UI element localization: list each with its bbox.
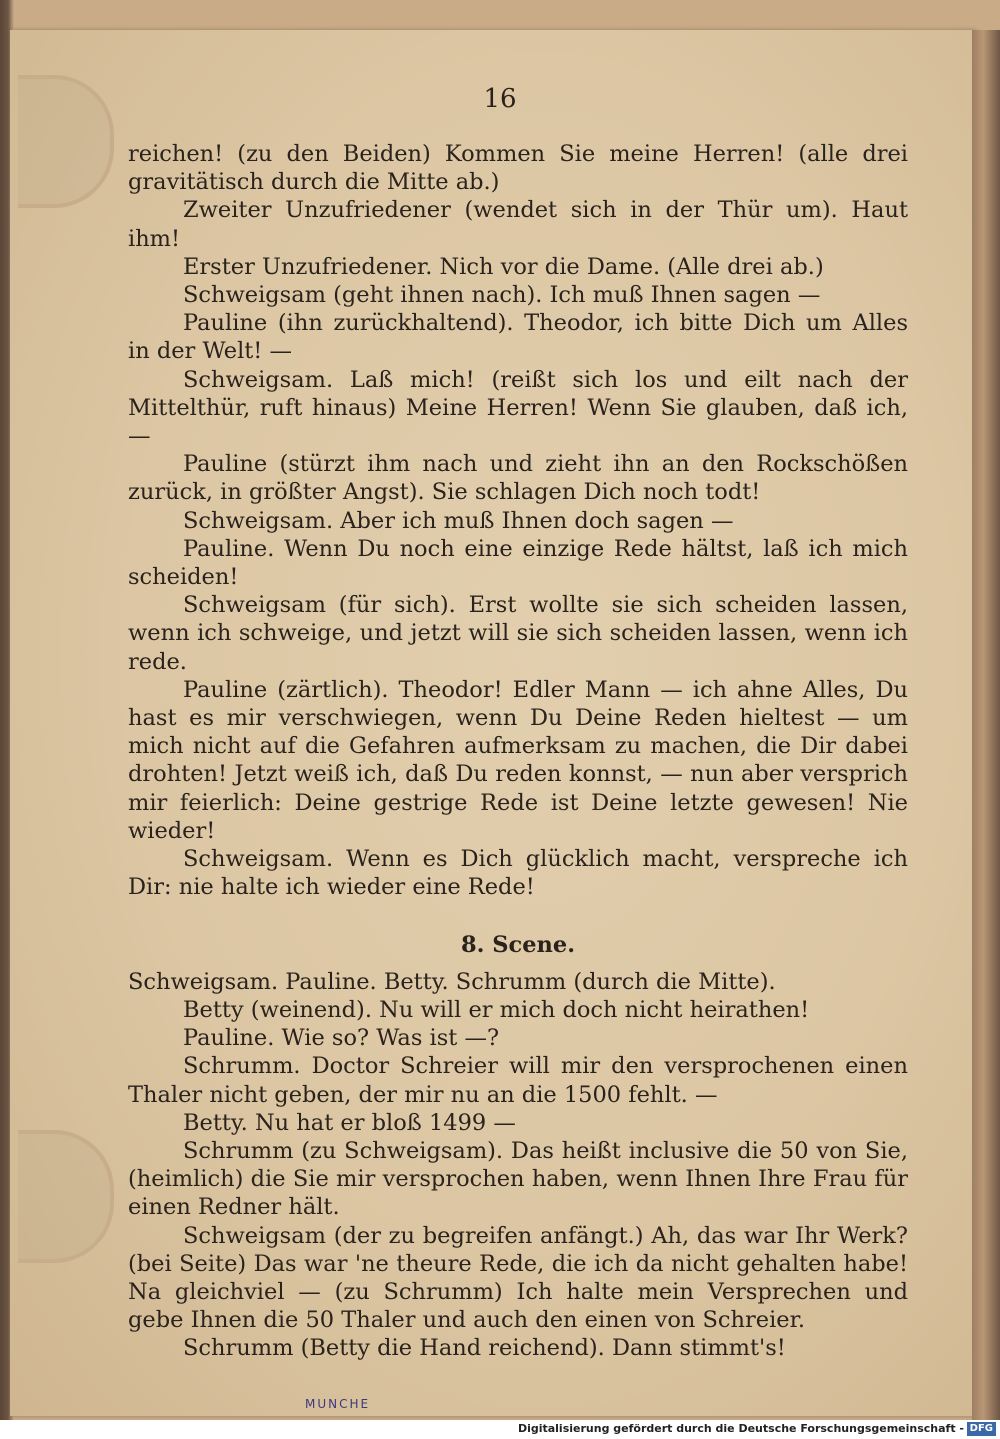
paragraph: Pauline (stürzt ihm nach und zieht ihn an den Rockschößen zurück, in größter Angst). Sie schlagen Dich noch todt! [128,451,908,506]
binding-hole-bottom [18,1130,114,1263]
paragraph: Schrumm (zu Schweigsam). Das heißt inclusive die 50 von Sie, (heimlich) die Sie mir versprochen haben, wenn Ihnen Ihre Frau für einen Redner hält. [128,1137,908,1221]
library-stamp: MUNCHE [305,1397,371,1411]
paragraph: Betty (weinend). Nu will er mich doch nicht heirathen! [183,996,810,1023]
paragraph: reichen! (zu den Beiden) Kommen Sie meine Herren! (alle drei gravitätisch durch die Mitte ab.) [128,141,908,196]
paragraph: Schweigsam (der zu begreifen anfängt.) Ah, das war Ihr Werk? (bei Seite) Das war 'ne theure Rede, die ich da nicht gehalten habe! Na gleichviel — (zu Schrumm) Ich halte mein Versprechen und gebe Ihnen die 50 Thaler und auch den einen von Schreier. [128,1222,908,1334]
footer-bar [0,1420,1000,1439]
paragraph: Schweigsam. Wenn es Dich glücklich macht, verspreche ich Dir: nie halte ich wieder eine Rede! [128,846,908,901]
cast-list: Schweigsam. Pauline. Betty. Schrumm (durch die Mitte). [128,968,776,995]
paragraph: Betty. Nu hat er bloß 1499 — [183,1109,516,1136]
paragraph: Schweigsam (geht ihnen nach). Ich muß Ihnen sagen — [183,282,821,309]
paragraph: Schweigsam. Aber ich muß Ihnen doch sagen — [183,507,734,534]
paragraph: Zweiter Unzufriedener (wendet sich in der Thür um). Haut ihm! [128,197,908,252]
paragraph: Schweigsam. Laß mich! (reißt sich los und eilt nach der Mittelthür, ruft hinaus) Meine Herren! Wenn Sie glauben, daß ich, — [128,366,908,450]
paragraph: Pauline (ihn zurückhaltend). Theodor, ich bitte Dich um Alles in der Welt! — [128,310,908,365]
funding-credit: Digitalisierung gefördert durch die Deutsche Forschungsgemeinschaft - [517,1422,964,1435]
paragraph: Schweigsam (für sich). Erst wollte sie sich scheiden lassen, wenn ich schweige, und jetzt will sie sich scheiden lassen, wenn ich rede. [128,592,908,675]
body-text [128,140,908,1363]
paragraph: Erster Unzufriedener. Nich vor die Dame. (Alle drei ab.) [183,253,824,280]
paragraph: Schrumm (Betty die Hand reichend). Dann stimmt's! [183,1335,786,1362]
paragraph: Pauline. Wie so? Was ist —? [183,1025,500,1052]
dfg-logo: DFG [967,1422,996,1436]
paragraph: Pauline. Wenn Du noch eine einzige Rede hältst, laß ich mich scheiden! [128,535,908,591]
paragraph: Schrumm. Doctor Schreier will mir den versprochenen einen Thaler nicht geben, der mir nu an die 1500 fehlt. — [128,1053,908,1108]
page-edge-shadow [972,30,1000,1420]
paragraph: Pauline (zärtlich). Theodor! Edler Mann — ich ahne Alles, Du hast es mir verschwiegen, wenn Du Deine Reden hieltest — um mich nicht auf die Gefahren aufmerksam zu machen, die Dir dabei drohten! Jetzt weiß ich, daß Du reden konnst, — nun aber versprich mir feierlich: Deine gestrige Rede ist Deine letzte gewesen! Nie wieder! [128,676,908,844]
page-number: 16 [483,84,517,114]
scene-heading: 8. Scene. [460,932,576,959]
